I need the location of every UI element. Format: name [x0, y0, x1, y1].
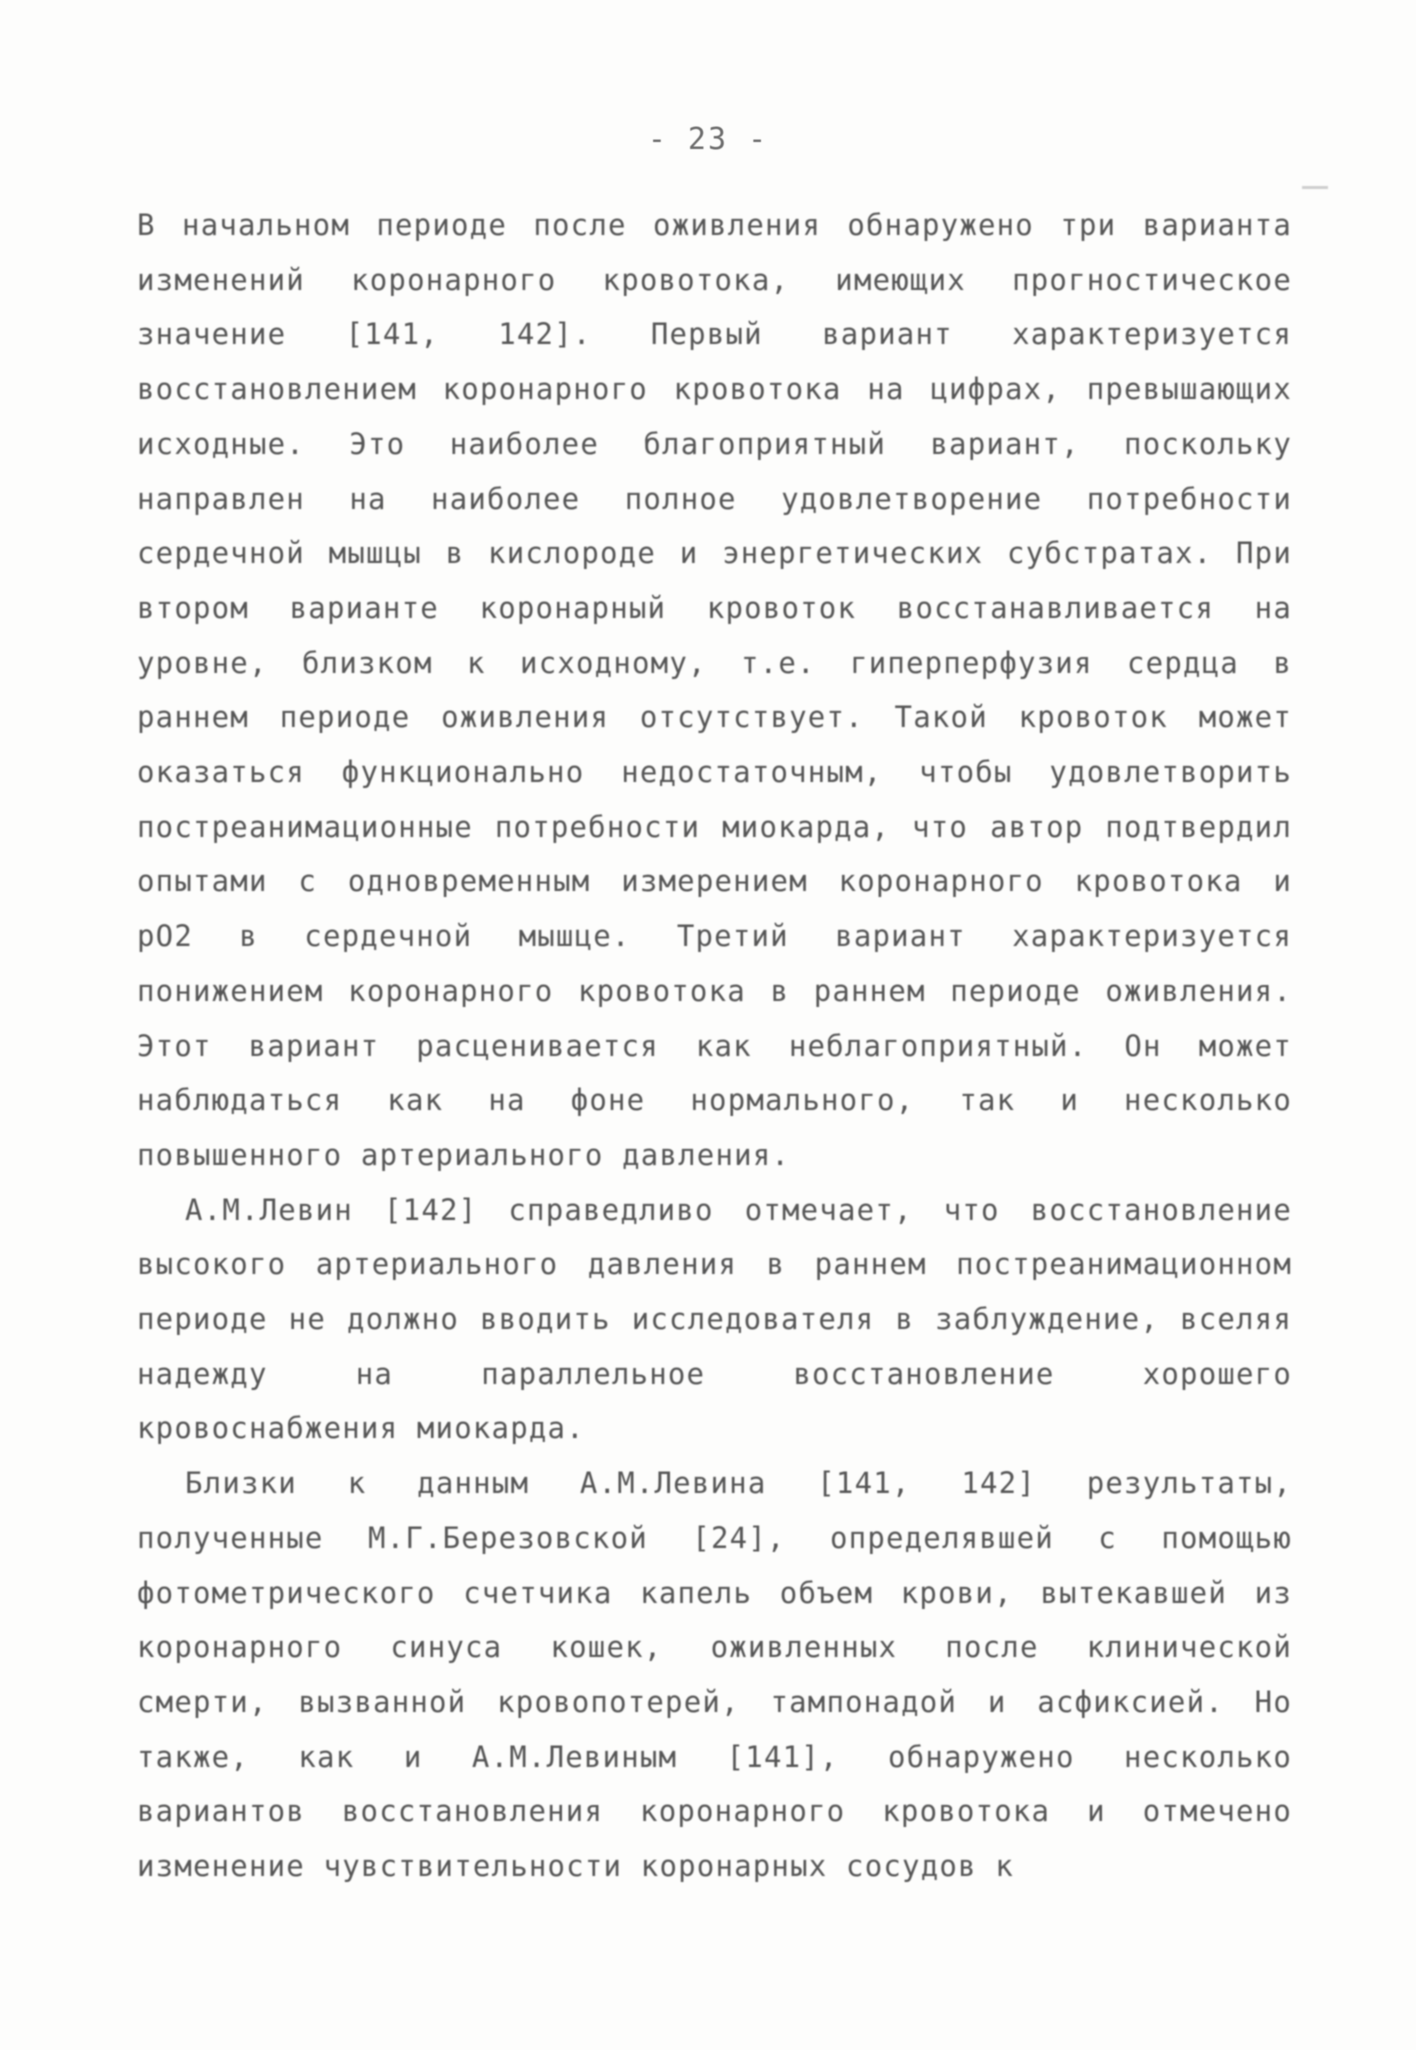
page-number: - 23 - [647, 122, 769, 157]
paragraph-3: Близки к данным А.М.Левина [141, 142] результаты, полученные М.Г.Березовской [24], определявшей с помощью фотометрического счетчика капель объем крови, вытекавшей из коронарного синуса кошек, оживленных после клинической смерти, вызванной кровопотерей, тампонадой и асфиксией. Но также, как и А.М.Левиным [141], обнаружено несколько вариантов восстановления коронарного кровотока и отмечено изменение чувствительности коронарных сосудов к [137, 1466, 1292, 1884]
document-body [137, 198, 1292, 1894]
paragraph-2: А.М.Левин [142] справедливо отмечает, что восстановление высокого артериального давления в раннем постреанимационном периоде не должно вводить исследователя в заблуждение, вселяя надежду на параллельное восстановление хорошего кровоснабжения миокарда. [137, 1192, 1292, 1446]
paragraph-1: В начальном периоде после оживления обнаружено три варианта изменений коронарного кровотока, имеющих прогностическое значение [141, 142]. Первый вариант характеризуется восстановлением коронарного кровотока на цифрах, превышающих исходные. Это наиболее благоприятный вариант, поскольку направлен на наиболее полное удовлетворение потребности сердечной мышцы в кислороде и энергетических субстратах. При втором варианте коронарный кровоток восстанавливается на уровне, близком к исходному, т.е. гиперперфузия сердца в раннем периоде оживления отсутствует. Такой кровоток может оказаться функционально недостаточным, чтобы удовлетворить постреанимационные потребности миокарда, что автор подтвердил опытами с одновременным измерением коронарного кровотока и pO2 в сердечной мышце. Третий вариант характеризуется понижением коронарного кровотока в раннем периоде оживления. Этот вариант расценивается как неблагоприятный. Он может наблюдаться как на фоне нормального, так и несколько повышенного артериального давления. [137, 208, 1292, 1172]
scan-artifact [1302, 186, 1328, 189]
